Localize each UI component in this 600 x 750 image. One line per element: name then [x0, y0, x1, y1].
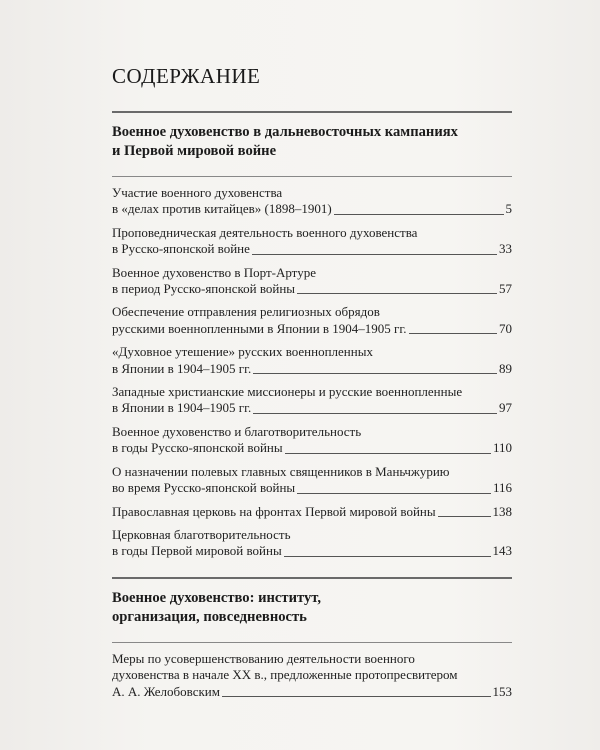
toc-entry-last-line [112, 361, 512, 377]
toc-entry-title-end: в Японии в 1904–1905 гг. [112, 360, 252, 376]
toc-entry-last-line [112, 400, 512, 416]
section-title-line: организация, повседневность [112, 608, 307, 625]
page-number: 33 [499, 241, 512, 257]
leader-line [438, 516, 491, 517]
toc-entry-line: «Духовное утешение» русских военнопленных [112, 344, 373, 360]
toc-entry[interactable] [112, 304, 512, 337]
toc-entry-last-line [112, 684, 512, 700]
toc-entry-title-end: русскими военнопленными в Японии в 1904–1905 гг. [112, 320, 407, 336]
section-rule [112, 111, 512, 113]
page-number: 97 [499, 400, 512, 416]
toc-sections [112, 111, 512, 700]
leader-line [297, 493, 491, 494]
toc-entry-title-end: в период Русско-японской войны [112, 281, 296, 297]
leader-line [409, 333, 498, 334]
toc-entry-title-end: Православная церковь на фронтах Первой мировой войны [112, 503, 436, 519]
toc-entry-last-line [112, 440, 512, 456]
section-title-line: Военное духовенство: институт, [112, 589, 321, 606]
toc-entry[interactable] [112, 504, 512, 520]
page-number: 5 [505, 201, 512, 217]
section-title [112, 123, 512, 161]
toc-entry[interactable] [112, 185, 512, 218]
toc-entry-last-line [112, 201, 512, 217]
toc-entry-last-line [112, 480, 512, 496]
toc-entry-last-line [112, 504, 512, 520]
toc-entry[interactable] [112, 464, 512, 497]
page-number: 110 [492, 440, 512, 456]
toc-entry-line: Обеспечение отправления религиозных обрядов [112, 304, 380, 320]
toc-entry-line: Участие военного духовенства [112, 185, 283, 200]
toc-entry-line: Военное духовенство и благотворительность [112, 423, 362, 439]
toc-entry-title-end: в годы Первой мировой войны [112, 543, 282, 559]
leader-line [334, 214, 504, 215]
toc-entry-title-end: во время Русско-японской войны [112, 480, 296, 496]
page-number: 138 [492, 503, 512, 519]
section-title-line: и Первой мировой войне [112, 143, 277, 159]
page-number: 143 [492, 543, 512, 559]
toc-entry-line: Проповедническая деятельность военного духовенства [112, 224, 418, 240]
page-number: 70 [499, 320, 512, 336]
section-title [112, 589, 512, 627]
toc-entry-last-line [112, 281, 512, 297]
toc-entry-line: Западные христианские миссионеры и русские военнопленные [112, 384, 463, 400]
section-title-line: Военное духовенство в дальневосточных кампаниях [112, 124, 458, 140]
leader-line [222, 696, 491, 697]
toc-entry-last-line [112, 241, 512, 257]
leader-line [284, 556, 491, 557]
table-of-contents [112, 64, 512, 707]
toc-entry[interactable] [112, 225, 512, 258]
toc-entry[interactable] [112, 265, 512, 298]
page-number: 116 [492, 480, 512, 496]
toc-entry[interactable] [112, 651, 512, 700]
leader-line [285, 453, 491, 454]
toc-entry-title-end: в Японии в 1904–1905 гг. [112, 400, 252, 416]
leader-line [253, 413, 497, 414]
toc-entry-line: духовенства в начале XX в., предложенные протопресвитером [112, 667, 458, 683]
toc-entry-title-end: в «делах против китайцев» (1898–1901) [112, 201, 332, 217]
section-subrule [112, 176, 512, 177]
toc-entry-title-end: А. А. Желобовским [112, 683, 220, 699]
toc-entry-line: О назначении полевых главных священников в Маньчжурию [112, 463, 450, 479]
toc-entry[interactable] [112, 384, 512, 417]
toc-entry[interactable] [112, 344, 512, 377]
toc-entry-line: Церковная благотворительность [112, 526, 291, 542]
page-title: СОДЕРЖАНИЕ [112, 64, 261, 88]
section-subrule [112, 642, 512, 643]
toc-entry-title-end: в годы Русско-японской войны [112, 440, 283, 456]
toc-entry-title-end: в Русско-японской войне [112, 241, 250, 257]
section-break [112, 567, 512, 577]
toc-entry[interactable] [112, 424, 512, 457]
leader-line [297, 293, 497, 294]
page-number: 57 [499, 281, 512, 297]
section-rule [112, 577, 512, 579]
page-number: 153 [492, 683, 512, 699]
toc-entry[interactable] [112, 527, 512, 560]
page-number: 89 [499, 360, 512, 376]
toc-entry-line: Военное духовенство в Порт-Артуре [112, 264, 316, 280]
toc-entry-last-line [112, 543, 512, 559]
toc-entry-line: Меры по усовершенствованию деятельности военного [112, 650, 415, 666]
leader-line [252, 254, 497, 255]
toc-entry-last-line [112, 321, 512, 337]
leader-line [253, 373, 497, 374]
